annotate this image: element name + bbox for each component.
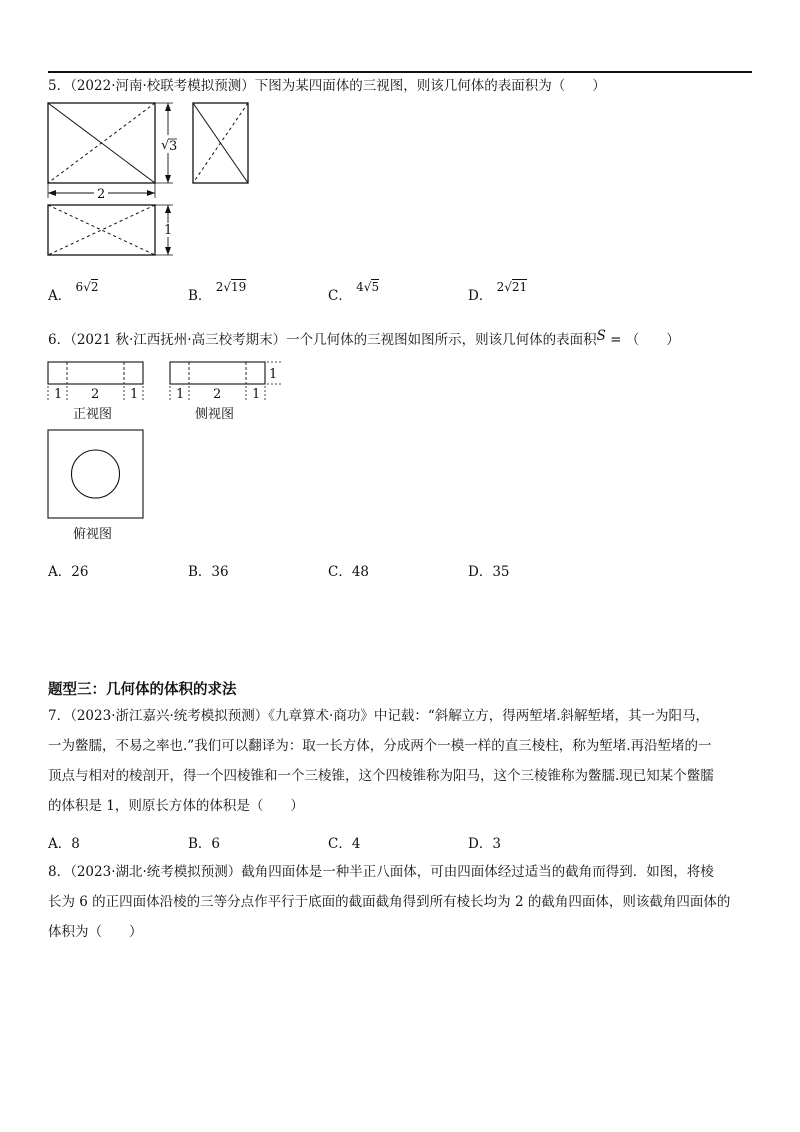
q5-option-b[interactable]: B． 2√19 <box>188 280 247 304</box>
q6-stem-var: S <box>596 328 606 344</box>
q7-option-c-label: C． <box>328 836 352 852</box>
q5-option-d[interactable]: D． 2√21 <box>468 280 528 304</box>
q6-top-view-circle <box>72 450 120 498</box>
q5-dim-label-sqrt: √ <box>161 138 170 153</box>
q6-option-d[interactable] <box>468 560 510 580</box>
q6-option-b-value: 36 <box>211 564 229 580</box>
q5-option-b-rad: 19 <box>231 280 247 294</box>
q6-front-dim-1a: 1 <box>54 387 63 402</box>
q5-dim-label-sqrt-arg: 3 <box>169 139 178 154</box>
q5-option-a-rad: 2 <box>90 280 99 294</box>
q6-option-a[interactable] <box>48 560 88 580</box>
q6-top-label: 俯视图 <box>73 527 113 542</box>
q5-option-c-coef: 4 <box>356 280 364 294</box>
q8-body <box>48 857 756 947</box>
q6-side-dim-1b: 1 <box>252 387 261 402</box>
q5-option-c-rad: 5 <box>371 280 380 294</box>
q7-option-c[interactable] <box>328 832 360 852</box>
q8-line-1: 8．（2023·湖北·统考模拟预测）截角四面体是一种半正八面体，可由四面体经过适当的截角而得到．如图，将棱 <box>48 864 714 880</box>
q7-option-a[interactable] <box>48 832 80 852</box>
q7-option-d-label: D． <box>468 836 493 852</box>
q7-line-4: 的体积是 1，则原长方体的体积是（ ） <box>48 798 304 814</box>
q5-option-d-rad: 21 <box>511 280 528 294</box>
q5-option-a-coef: 6 <box>75 280 84 294</box>
q7-option-b[interactable] <box>188 832 220 852</box>
q6-front-dim-1b: 1 <box>130 387 139 402</box>
q7-option-a-label: A． <box>48 836 72 852</box>
q6-side-view-rect <box>170 362 265 384</box>
q5-option-a-label: A． <box>48 288 72 304</box>
q7-option-b-label: B． <box>188 836 212 852</box>
q6-stem-tail: = （ ） <box>605 332 680 348</box>
q7-option-b-value: 6 <box>211 836 221 852</box>
q7-line-2: 一为鳖臑，不易之率也.”我们可以翻译为：取一长方体，分成两个一模一样的直三棱柱，称为堑堵.再沿堑堵的一 <box>48 738 712 754</box>
q6-option-c-value: 48 <box>351 564 370 580</box>
q6-option-d-label: D． <box>468 564 493 580</box>
q6-top-view-rect <box>48 430 143 518</box>
q7-option-d[interactable] <box>468 832 501 852</box>
q5-option-c-label: C． <box>328 288 352 304</box>
q5-option-b-label: B． <box>188 288 212 304</box>
q5-stem: 5．（2022·河南·校联考模拟预测）下图为某四面体的三视图，则该几何体的表面积为（ ） <box>48 78 606 94</box>
q6-option-a-label: A． <box>48 564 72 580</box>
q6-side-label: 侧视图 <box>195 407 235 422</box>
q8-line-2: 长为 6 的正四面体沿棱的三等分点作平行于底面的截面截角得到所有棱长均为 2 的截角四面体，则该截角四面体的 <box>48 894 731 910</box>
q6-side-dim-2: 2 <box>213 387 222 402</box>
q8-line-3: 体积为（ ） <box>48 924 143 940</box>
q6-side-dim-1a: 1 <box>176 387 185 402</box>
q6-side-dim-height: 1 <box>269 367 278 382</box>
q6-option-b[interactable] <box>188 560 229 580</box>
q5-dim-label-2: 2 <box>97 187 106 202</box>
q5-option-b-coef: 2 <box>215 280 224 294</box>
q7-option-d-value: 3 <box>492 836 501 852</box>
q6-option-c-label: C． <box>328 564 352 580</box>
q6-front-view-rect <box>48 362 143 384</box>
q7-body <box>48 701 756 821</box>
q7-option-c-value: 4 <box>351 836 361 852</box>
q7-option-a-value: 8 <box>71 836 80 852</box>
q7-line-3: 顶点与相对的棱剖开，得一个四棱锥和一个三棱锥，这个四棱锥称为阳马，这个三棱锥称为鳖臑.现已知某个鳖臑 <box>48 768 714 784</box>
q6-option-d-value: 35 <box>492 564 510 580</box>
section-heading: 题型三：几何体的体积的求法 <box>48 682 237 698</box>
q7-line-1: 7．（2023·浙江嘉兴·统考模拟预测）《九章算术·商功》中记载：“斜解立方，得两堑堵.斜解堑堵，其一为阳马， <box>48 708 710 724</box>
q6-stem-text: 6．（2021 秋·江西抚州·高三校考期末）一个几何体的三视图如图所示，则该几何体的表面积 <box>48 332 597 348</box>
q6-option-b-label: B． <box>188 564 212 580</box>
q5-option-c[interactable]: C． 4√5 <box>328 280 380 304</box>
q6-front-label: 正视图 <box>73 407 113 422</box>
q5-option-d-coef: 2 <box>496 280 505 294</box>
q5-dim-label-1: 1 <box>164 223 173 238</box>
q6-front-dim-2: 2 <box>91 387 100 402</box>
q6-option-c[interactable] <box>328 560 369 580</box>
q6-option-a-value: 26 <box>71 564 89 580</box>
q5-option-d-label: D． <box>468 288 493 304</box>
q5-option-a[interactable]: A． 6√2 <box>48 280 99 304</box>
